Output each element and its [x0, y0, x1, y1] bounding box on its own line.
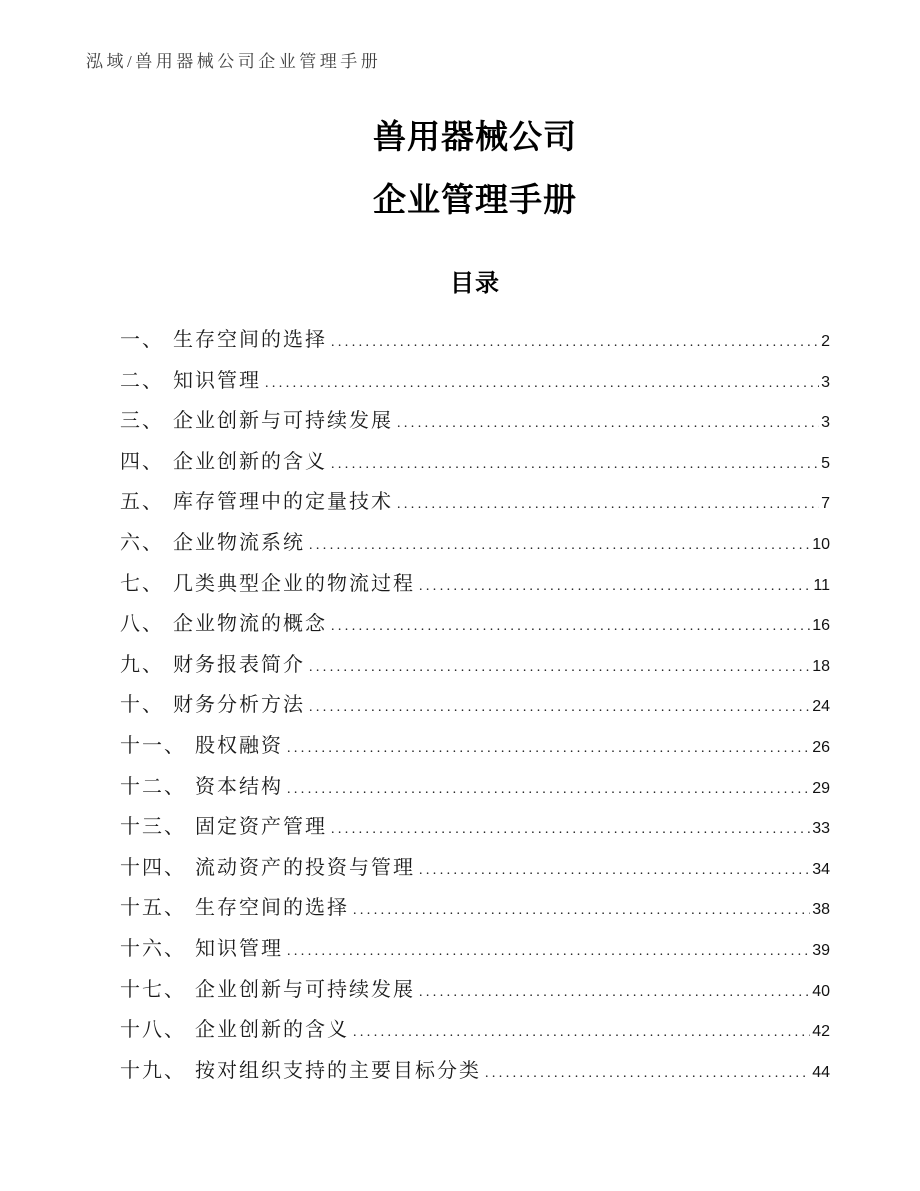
toc-leader-dots — [331, 323, 819, 364]
toc-entry-number: 六、 — [120, 531, 164, 554]
toc-entry[interactable] — [120, 482, 830, 523]
toc-entry-number: 十五、 — [120, 897, 186, 920]
toc-leader-dots — [353, 1013, 810, 1054]
toc-entry-title: 企业创新与可持续发展 — [173, 410, 393, 433]
toc-entry-number: 二、 — [120, 369, 164, 392]
toc-entry-page: 39 — [812, 941, 830, 959]
toc-entry[interactable] — [120, 645, 830, 686]
toc-entry[interactable] — [120, 726, 830, 767]
toc-entry[interactable] — [120, 767, 830, 808]
toc-heading: 目录 — [450, 270, 500, 297]
toc-entry[interactable] — [120, 848, 830, 889]
toc-entry-number: 一、 — [120, 329, 164, 351]
toc-entry[interactable] — [120, 888, 830, 929]
toc-entry-page: 29 — [812, 779, 830, 797]
toc-entry-number: 七、 — [120, 572, 164, 595]
toc-entry-title: 几类典型企业的物流过程 — [173, 572, 415, 595]
toc-entry-title: 股权融资 — [195, 734, 283, 757]
toc-leader-dots — [309, 526, 810, 567]
toc-leader-dots — [331, 607, 810, 648]
toc-entry-title: 流动资产的投资与管理 — [195, 856, 415, 879]
toc-entry-page: 18 — [812, 657, 830, 675]
toc-leader-dots — [309, 648, 810, 689]
toc-leader-dots — [265, 364, 819, 405]
toc-leader-dots — [397, 485, 819, 526]
toc-entry[interactable] — [120, 685, 830, 726]
toc-entry-title: 企业物流系统 — [173, 531, 305, 554]
toc-leader-dots — [331, 445, 819, 486]
document-title-line1: 兽用器械公司 — [373, 118, 577, 155]
toc-entry-title: 资本结构 — [195, 775, 283, 798]
toc-leader-dots — [287, 729, 810, 770]
toc-leader-dots — [353, 891, 810, 932]
toc-entry-title: 知识管理 — [173, 369, 261, 392]
toc-leader-dots — [419, 851, 810, 892]
toc-entry-page: 3 — [821, 373, 830, 391]
toc-entry[interactable] — [120, 970, 830, 1011]
toc-entry-title: 生存空间的选择 — [173, 329, 327, 351]
toc-entry[interactable] — [120, 401, 830, 442]
toc-entry-page: 40 — [812, 982, 830, 1000]
toc-entry-number: 九、 — [120, 653, 164, 676]
toc-entry-page: 5 — [821, 454, 830, 472]
toc-entry-title: 按对组织支持的主要目标分类 — [195, 1059, 481, 1082]
toc-entry[interactable] — [120, 1010, 830, 1051]
toc-entry-page: 33 — [812, 820, 830, 838]
toc-entry-page: 2 — [821, 333, 830, 350]
toc-entry-page: 34 — [812, 860, 830, 878]
toc-leader-dots — [287, 932, 810, 973]
toc-entry[interactable] — [120, 564, 830, 605]
toc-entry-number: 三、 — [120, 410, 164, 433]
toc-leader-dots — [419, 973, 810, 1014]
toc-entry-page: 26 — [812, 738, 830, 756]
toc-entry-page: 38 — [812, 901, 830, 919]
toc-entry-title: 企业创新的含义 — [195, 1019, 349, 1042]
toc-entry-page: 7 — [821, 495, 830, 513]
toc-entry-title: 库存管理中的定量技术 — [173, 491, 393, 514]
toc-entry-title: 财务分析方法 — [173, 694, 305, 717]
toc-entry-number: 十六、 — [120, 937, 186, 960]
toc-leader-dots — [485, 1054, 810, 1095]
toc-entry[interactable] — [120, 929, 830, 970]
toc-entry-title: 固定资产管理 — [195, 816, 327, 839]
toc-entry[interactable] — [120, 320, 830, 361]
toc-entry-page: 44 — [812, 1063, 830, 1081]
toc-entry-page: 11 — [813, 576, 830, 594]
toc-entry-title: 企业创新的含义 — [173, 450, 327, 473]
toc-entry-title: 财务报表简介 — [173, 653, 305, 676]
toc-leader-dots — [287, 770, 810, 811]
toc-entry-number: 十四、 — [120, 856, 186, 879]
toc-entry-page: 10 — [812, 535, 830, 553]
toc-entry-number: 十七、 — [120, 978, 186, 1001]
toc-entry-page: 3 — [821, 414, 830, 432]
toc-entry-number: 五、 — [120, 491, 164, 514]
toc-entry[interactable] — [120, 442, 830, 483]
toc-entry[interactable] — [120, 807, 830, 848]
toc-entry-title: 生存空间的选择 — [195, 897, 349, 920]
toc-entry-number: 十八、 — [120, 1019, 186, 1042]
toc-entry[interactable] — [120, 361, 830, 402]
page-header-watermark: 泓域/兽用器械公司企业管理手册 — [86, 52, 382, 71]
toc-entry[interactable] — [120, 604, 830, 645]
toc-entry-number: 十、 — [120, 694, 164, 717]
toc-entry-number: 十九、 — [120, 1059, 186, 1082]
toc-entry-title: 知识管理 — [195, 937, 283, 960]
toc-entry-title: 企业创新与可持续发展 — [195, 978, 415, 1001]
toc-leader-dots — [397, 404, 819, 445]
toc-entry-number: 十三、 — [120, 816, 186, 839]
toc-entry[interactable] — [120, 523, 830, 564]
toc-entry-number: 四、 — [120, 450, 164, 473]
toc-entry-title: 企业物流的概念 — [173, 613, 327, 636]
toc-entry-number: 八、 — [120, 613, 164, 636]
toc-leader-dots — [419, 567, 811, 608]
toc-entry-page: 42 — [812, 1023, 830, 1041]
toc-entry-page: 16 — [812, 617, 830, 635]
toc-entry-number: 十一、 — [120, 734, 186, 757]
toc-entry[interactable] — [120, 1051, 830, 1092]
toc-leader-dots — [309, 688, 810, 729]
document-title-line2: 企业管理手册 — [373, 181, 577, 218]
toc-list — [120, 320, 830, 1091]
toc-leader-dots — [331, 810, 810, 851]
toc-entry-page: 24 — [812, 698, 830, 716]
toc-entry-number: 十二、 — [120, 775, 186, 798]
